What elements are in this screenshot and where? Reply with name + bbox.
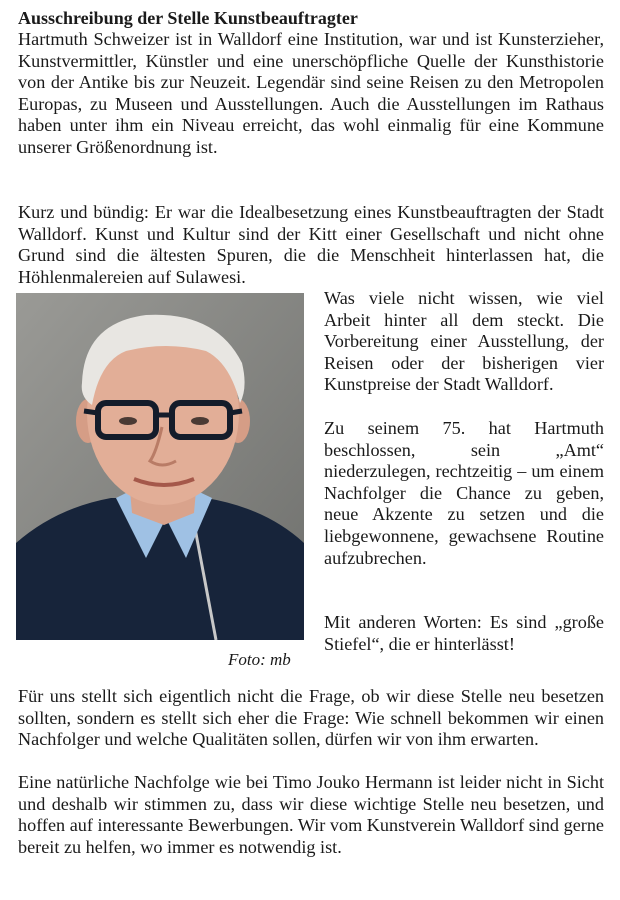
article-paragraph-6: Für uns stellt sich eigentlich nicht die Frage, ob wir diese Stelle neu besetzen sollten, sondern es stellt sich eher die Frage: Wie schnell bekommen wir einen Nachfolger und welche Qualitäten sollen, dürfen wir von ihm erwarten. (18, 686, 604, 750)
photo-caption: Foto: mb (228, 650, 291, 669)
article-headline: Ausschreibung der Stelle Kunstbeauftragter (18, 8, 358, 28)
article-paragraph-4: Zu seinem 75. hat Hartmuth beschlossen, sein „Amt“ niederzulegen, rechtzeitig – um einem Nachfolger die Chance zu geben, neue Akzente zu setzen und die liebgewonnene, gewachsene Routine aufzubrechen. (324, 418, 604, 568)
portrait-photo (16, 293, 304, 640)
article-paragraph-1: Hartmuth Schweizer ist in Walldorf eine Institution, war und ist Kunsterzieher, Kunstvermittler, Künstler und eine unerschöpfliche Quelle der Kunsthistorie von der Antike bis zur Neuzeit. Legendär sind seine Reisen zu den Metropolen Europas, zu Museen und Ausstellungen. Auch die Ausstellungen im Rathaus haben unter ihm ein Niveau erreicht, das wohl einmalig für eine Kommune unserer Größenordnung ist. (18, 29, 604, 157)
article-paragraph-3: Was viele nicht wissen, wie viel Arbeit hinter all dem steckt. Die Vorbereitung einer Ausstellung, der Reisen oder der bisherigen vier Kunstpreise der Stadt Walldorf. (324, 288, 604, 395)
article-paragraph-7: Eine natürliche Nachfolge wie bei Timo Jouko Hermann ist leider nicht in Sicht und deshalb wir stimmen zu, dass wir diese wichtige Stelle neu besetzen, und hoffen auf interessante Bewerbungen. Wir vom Kunstverein Walldorf sind gerne bereit zu helfen, wo immer es notwendig ist. (18, 772, 604, 857)
article-paragraph-2: Kurz und bündig: Er war die Idealbesetzung eines Kunstbeauftragten der Stadt Walldorf. Kunst und Kultur sind der Kitt einer Gesellschaft und nicht ohne Grund sind die ältesten Spuren, die die Menschheit hinterlassen hat, die Höhlenmalereien auf Sulawesi. (18, 202, 604, 287)
article-paragraph-5: Mit anderen Worten: Es sind „große Stiefel“, die er hinterlässt! (324, 612, 604, 654)
portrait-illustration (16, 293, 304, 640)
